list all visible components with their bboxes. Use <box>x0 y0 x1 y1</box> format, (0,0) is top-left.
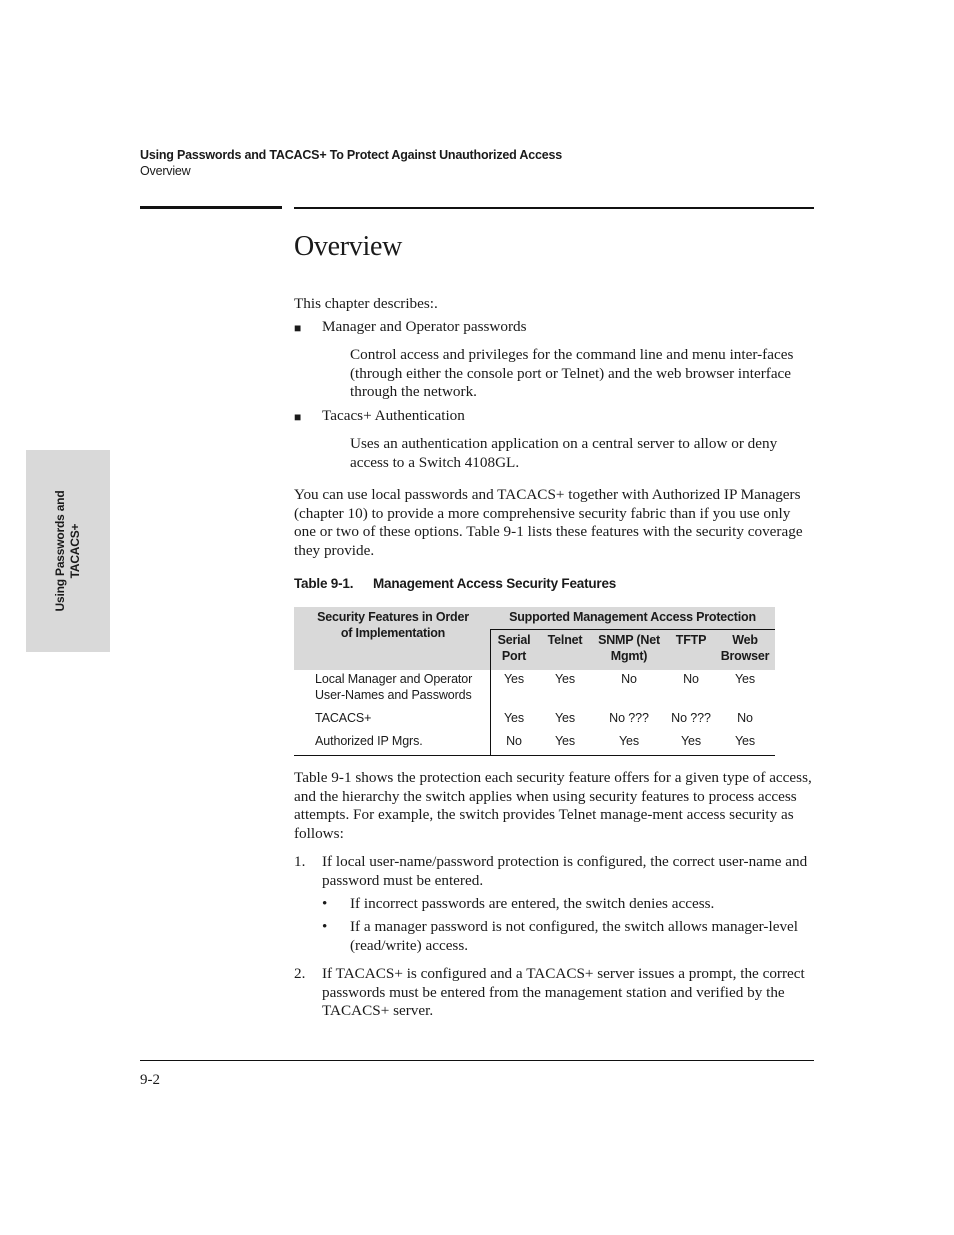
feature-name: Tacacs+ Authentication <box>322 407 465 424</box>
side-tab-label <box>53 451 83 651</box>
table-cell: No <box>737 711 753 725</box>
header-rule-right <box>294 207 814 209</box>
feature-description: Uses an authentication application on a central server to allow or deny access to a Switch 4108GL. <box>350 435 778 471</box>
table-bottom-rule <box>294 755 775 756</box>
side-tab-line-1: Using Passwords and <box>53 490 67 612</box>
running-head-section: Overview <box>140 164 191 178</box>
step-subitem-text: If a manager password is not configured, the switch allows manager-level (read/write) access. <box>350 918 799 954</box>
table-header-divider <box>490 629 775 630</box>
chapter-side-tab <box>26 450 110 652</box>
table-cell: Yes <box>554 711 576 725</box>
step-text: If local user-name/password protection is configured, the correct user-name and password must be entered. <box>322 853 808 889</box>
page-title: Overview <box>294 231 403 262</box>
side-tab-line-2: TACACS+ <box>68 523 82 579</box>
table-cell: Yes <box>734 672 756 686</box>
table-cell: Yes <box>680 734 702 748</box>
table-caption-label: Table 9-1. <box>294 576 354 591</box>
step-number: 2. <box>294 965 306 982</box>
table-header-web-browser: Web Browser <box>720 633 770 663</box>
round-bullet-icon: • <box>322 918 328 935</box>
step-subitem-text: If incorrect passwords are entered, the switch denies access. <box>350 895 715 912</box>
table-header-serial-port: Serial Port <box>497 633 531 663</box>
table-cell: No ??? <box>671 711 711 725</box>
intro-text: This chapter describes:. <box>294 295 438 312</box>
table-header-telnet: Telnet <box>547 633 583 647</box>
step-text: If TACACS+ is configured and a TACACS+ server issues a prompt, the correct passwords must be entered from the management station and verified by the TACACS+ server. <box>322 965 805 1020</box>
table-cell: No <box>506 734 522 748</box>
table-row-feature: Authorized IP Mgrs. <box>315 734 423 748</box>
table-row-feature: Local Manager and Operator User-Names and Passwords <box>315 672 473 702</box>
combination-paragraph: You can use local passwords and TACACS+ together with Authorized IP Managers (chapter 10) to provide a more comprehensive security fabric than if you use only one or two of these options. Table 9-1 lists these features with the security coverage they provide. <box>294 486 803 560</box>
running-head-title: Using Passwords and TACACS+ To Protect Against Unauthorized Access <box>140 148 562 162</box>
feature-description: Control access and privileges for the command line and menu inter-faces (through either the console port or Telnet) and the web browser interface through the network. <box>350 346 794 401</box>
round-bullet-icon: • <box>322 895 328 912</box>
footer-rule <box>140 1060 814 1061</box>
table-column-divider <box>490 630 491 756</box>
table-cell: No <box>621 672 637 686</box>
square-bullet-icon: ■ <box>294 410 302 424</box>
table-row-feature: TACACS+ <box>315 711 372 725</box>
table-cell: Yes <box>503 672 525 686</box>
feature-name: Manager and Operator passwords <box>322 318 527 335</box>
header-rule-left <box>140 206 282 209</box>
table-cell: No ??? <box>609 711 649 725</box>
table-caption <box>294 576 616 591</box>
hierarchy-paragraph: Table 9-1 shows the protection each security feature offers for a given type of access, and the hierarchy the switch applies when using security features to process access attempts. For example, the switch provides Telnet manage-ment access security as follows: <box>294 769 812 843</box>
table-cell: Yes <box>618 734 640 748</box>
table-caption-title: Management Access Security Features <box>373 576 617 591</box>
table-header-group: Supported Management Access Protection <box>509 610 756 624</box>
table-cell: Yes <box>503 711 525 725</box>
table-cell: Yes <box>554 672 576 686</box>
table-cell: Yes <box>554 734 576 748</box>
table-header-tftp: TFTP <box>675 633 707 647</box>
square-bullet-icon: ■ <box>294 321 302 335</box>
table-cell: Yes <box>734 734 756 748</box>
table-cell: No <box>683 672 699 686</box>
page-number: 9-2 <box>140 1072 160 1088</box>
table-header-features: Security Features in Order of Implementation <box>317 610 469 640</box>
step-number: 1. <box>294 853 306 870</box>
table-header-snmp: SNMP (Net Mgmt) <box>598 633 660 663</box>
